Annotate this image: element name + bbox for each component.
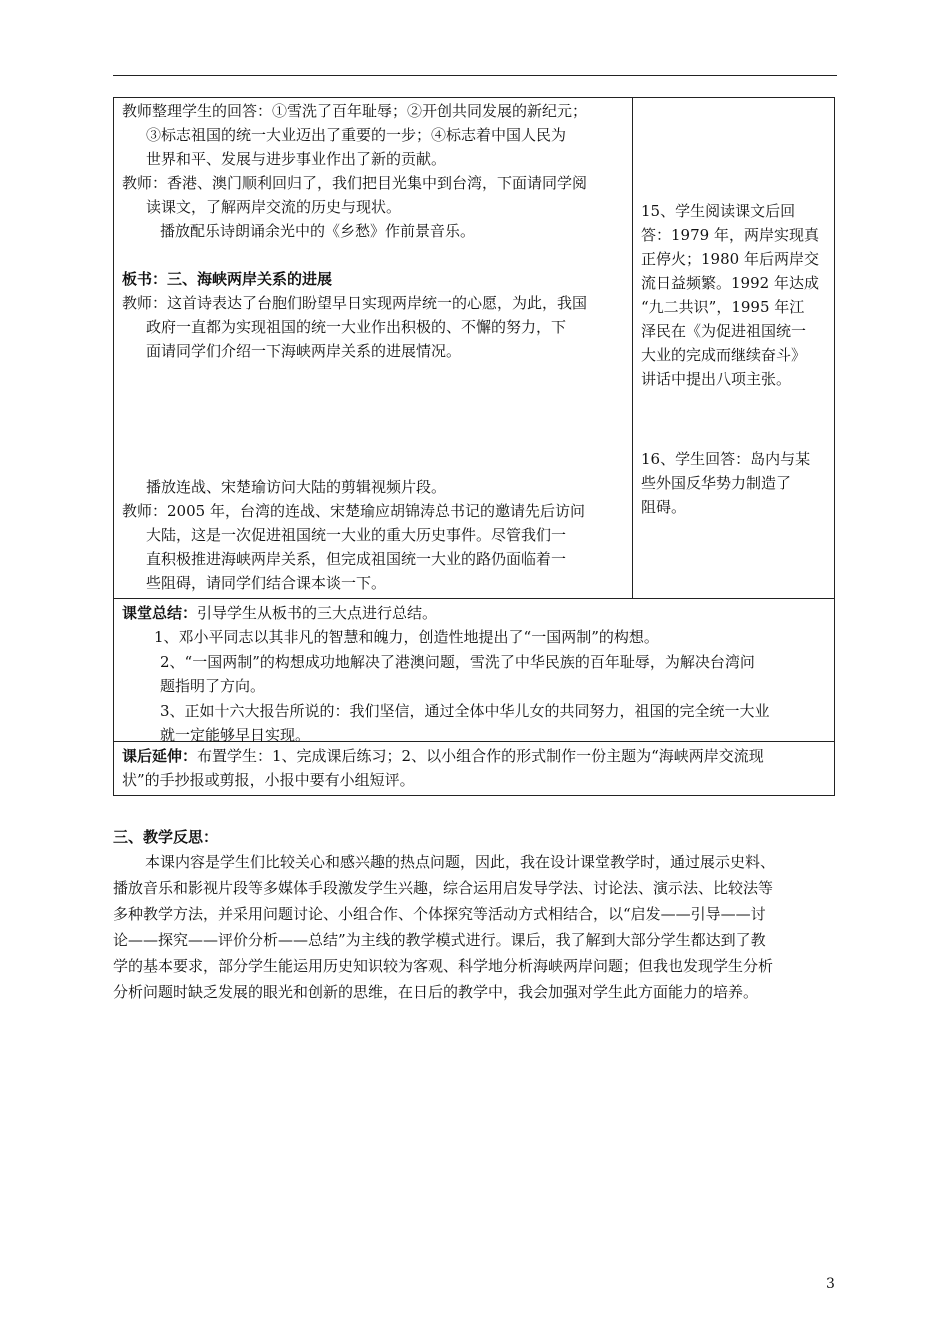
reflection-line: 本课内容是学生们比较关心和感兴趣的热点问题，因此，我在设计课堂教学时，通过展示史料、 [145,853,776,871]
summary-point: 3、正如十六大报告所说的：我们坚信，通过全体中华儿女的共同努力，祖国的完全统一大业 [160,702,770,720]
teacher-line: 教师整理学生的回答：①雪洗了百年耻辱；②开创共同发展的新纪元； [122,102,588,120]
activity-row [114,98,834,599]
summary-point: 题指明了方向。 [160,677,266,695]
teacher-line: 读课文，了解两岸交流的历史与现状。 [146,198,402,216]
reflection-line: 分析问题时缺乏发展的眼光和创新的思维，在日后的教学中，我会加强对学生此方面能力的培养。 [113,983,759,1001]
extension-line [122,745,764,767]
page-number: 3 [826,1276,835,1292]
student-line: 阻碍。 [641,498,687,516]
extension-line: 状”的手抄报或剪报，小报中要有小组短评。 [122,771,415,789]
extension-row [114,742,834,795]
teacher-line: 播放连战、宋楚瑜访问大陆的剪辑视频片段。 [146,478,447,496]
extension-label: 课后延伸： [122,747,198,765]
student-line: 15、学生阅读课文后回 [641,202,796,220]
summary-point: 2、“一国两制”的构想成功地解决了港澳问题，雪洗了中华民族的百年耻辱，为解决台湾问 [160,653,755,671]
extension-text: 布置学生：1、完成课后练习；2、以小组合作的形式制作一份主题为“海峡两岸交流现 [197,747,764,765]
student-line: 流日益频繁。1992 年达成 [641,274,819,292]
teacher-line: 政府一直都为实现祖国的统一大业作出积极的、不懈的努力，下 [146,318,567,336]
summary-intro [122,602,437,624]
teacher-line: 教师：香港、澳门顺利回归了，我们把目光集中到台湾，下面请同学阅 [122,174,588,192]
summary-intro-text: 引导学生从板书的三大点进行总结。 [197,604,438,622]
student-line: “九二共识”，1995 年江 [641,298,805,316]
reflection-heading: 三、教学反思： [113,828,219,846]
student-line: 泽民在《为促进祖国统一 [641,322,807,340]
teacher-line: 教师：2005 年，台湾的连战、宋楚瑜应胡锦涛总书记的邀请先后访问 [122,502,585,520]
reflection-line: 多种教学方法，并采用问题讨论、小组合作、个体探究等活动方式相结合，以“启发——引导——讨 [113,905,766,923]
board-title: 三、海峡两岸关系的进展 [167,270,333,288]
teacher-activity-cell [114,98,633,598]
reflection-line: 学的基本要求，部分学生能运用历史知识较为客观、科学地分析海峡两岸问题；但我也发现学生分析 [113,957,774,975]
teacher-line: 播放配乐诗朗诵余光中的《乡愁》作前景音乐。 [160,222,476,240]
summary-point: 就一定能够早日实现。 [160,726,311,744]
teacher-line: 大陆，这是一次促进祖国统一大业的重大历史事件。尽管我们一 [146,526,567,544]
summary-label: 课堂总结： [122,604,198,622]
teacher-line: ③标志祖国的统一大业迈出了重要的一步；④标志着中国人民为 [146,126,567,144]
board-heading [122,268,332,290]
student-line: 正停火；1980 年后两岸交 [641,250,819,268]
lesson-table [113,97,835,796]
board-label: 板书： [122,270,168,288]
teacher-line: 直积极推进海峡两岸关系，但完成祖国统一大业的路仍面临着一 [146,550,567,568]
teacher-line: 些阻碍，请同学们结合课本谈一下。 [146,574,387,592]
teacher-line: 面请同学们介绍一下海峡两岸关系的进展情况。 [146,342,462,360]
student-line: 讲话中提出八项主张。 [641,370,792,388]
student-line: 些外国反华势力制造了 [641,474,792,492]
student-line: 大业的完成而继续奋斗》 [641,346,807,364]
teacher-line: 教师：这首诗表达了台胞们盼望早日实现两岸统一的心愿，为此，我国 [122,294,588,312]
reflection-line: 播放音乐和影视片段等多媒体手段激发学生兴趣，综合运用启发导学法、讨论法、演示法、比较法等 [113,879,774,897]
reflection-line: 论——探究——评价分析——总结”为主线的教学模式进行。课后，我了解到大部分学生都达到了教 [113,931,766,949]
student-activity-cell [633,98,834,598]
summary-point: 1、邓小平同志以其非凡的智慧和魄力，创造性地提出了“一国两制”的构想。 [154,628,659,646]
student-line: 答：1979 年，两岸实现真 [641,226,819,244]
student-line: 16、学生回答：岛内与某 [641,450,811,468]
teacher-line: 世界和平、发展与进步事业作出了新的贡献。 [146,150,447,168]
header-rule [113,75,837,76]
summary-row [114,599,834,742]
